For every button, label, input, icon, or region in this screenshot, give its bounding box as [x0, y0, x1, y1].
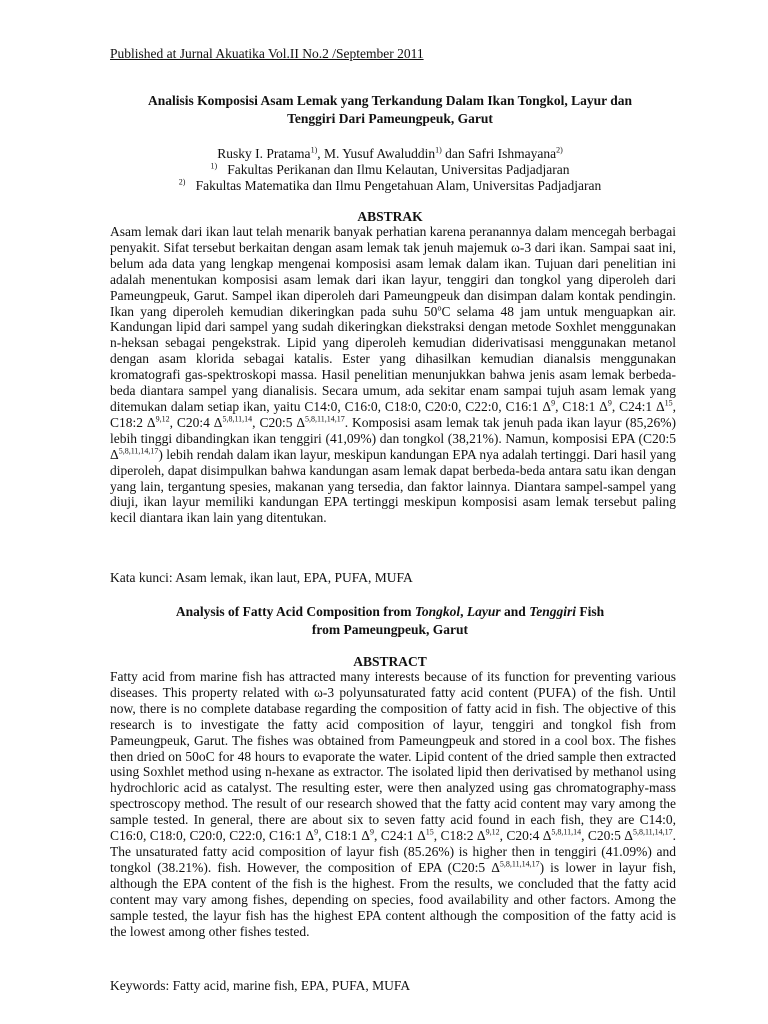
superscript: 9 [369, 827, 374, 837]
abstrak-text: , C18:2 Δ [110, 398, 677, 430]
superscript: 9,12 [485, 827, 500, 837]
affiliation-2 [110, 177, 670, 194]
title-text: , [460, 604, 467, 619]
abstract-text: . The unsaturated fatty acid composition of layur fish (85.26%) is higher then in tenggiri (41.09%) and tongkol (38.21%). fish. However, the composition of EPA (C20:5 Δ [110, 828, 677, 875]
title-text: and [500, 604, 530, 619]
abstract-heading: ABSTRACT [353, 654, 427, 669]
abstract-text: , C18:2 Δ [433, 828, 486, 844]
abstract-body [110, 669, 676, 939]
superscript: 5,8,11,14,17 [632, 827, 673, 837]
title-fish-name: Layur [466, 604, 501, 619]
affiliation-text: Fakultas Perikanan dan Ilmu Kelautan, Universitas Padjadjaran [227, 162, 570, 177]
abstract-text: ) is lower in layur fish, although the EPA content of the fish is the highest. From the results, we concluded that the fatty acid content may vary among fishes, depending on species, food availability and other factors. Among the sample tested, the layur fish has the highest EPA content although the composition of the fatty acid is the lowest among other fishes tested. [110, 859, 676, 939]
title-line-1: Analisis Komposisi Asam Lemak yang Terkandung Dalam Ikan Tongkol, Layur dan [147, 93, 633, 108]
affiliation-text: Fakultas Matematika dan Ilmu Pengetahuan Alam, Universitas Padjadjaran [195, 178, 602, 193]
superscript: 9 [551, 398, 556, 408]
publication-header: Published at Jurnal Akuatika Vol.II No.2 /September 2011 [110, 46, 424, 61]
superscript: 5,8,11,14,17 [499, 859, 540, 869]
author-list [110, 145, 670, 162]
abstract-text: , C20:4 Δ [499, 828, 552, 844]
abstrak-body [110, 224, 676, 526]
abstract-text: , C24:1 Δ [373, 828, 426, 844]
abstrak-heading: ABSTRAK [357, 209, 423, 224]
abstrak-text: . Komposisi asam lemak tak jenuh pada ikan layur (85,26%) lebih tinggi dibandingkan ikan tenggiri (41,09%) dan tongkol (38,21%). Namun, komposisi EPA (C20:5 Δ [110, 414, 677, 462]
affiliation-1 [110, 161, 670, 178]
abstrak-text: ) lebih rendah dalam ikan layur, meskipun kandungan EPA nya adalah tertinggi. Dari hasil yang diperoleh, dapat disimpulkan bahwa kandungan asam lemak dapat berbeda-beda antara satu ikan dengan yang lain, tergantung spesies, makanan yang tersedia, dan faktor lainnya. Diantara sampel-sampel yang diuji, ikan layur memiliki kandungan EPA tertinggi meskipun komposisi asam lemak tersebut paling kecil diantara ikan lain yang ditentukan. [110, 446, 676, 526]
superscript: 15 [425, 827, 434, 837]
author-affiliation-mark: 1) [310, 145, 318, 155]
superscript: 9 [607, 398, 612, 408]
superscript: 5,8,11,14 [222, 414, 253, 424]
author-name: Rusky I. Pratama [217, 146, 311, 161]
paper-title-indonesian [100, 92, 680, 128]
abstrak-text: , C18:1 Δ [555, 398, 608, 414]
title-text: Fish [575, 604, 605, 619]
kata-kunci: Kata kunci: Asam lemak, ikan laut, EPA, PUFA, MUFA [110, 570, 413, 585]
title-line-1 [100, 603, 680, 621]
abstrak-text: , C20:5 Δ [252, 414, 306, 430]
abstrak-text: , C20:4 Δ [169, 414, 223, 430]
superscript: 9,12 [155, 414, 170, 424]
superscript: 5,8,11,14,17 [305, 414, 345, 424]
title-line-2: from Pameungpeuk, Garut [311, 622, 469, 637]
abstract-text: , C18:1 Δ [318, 828, 370, 844]
abstract-text: Fatty acid from marine fish has attracted many interests because of its function for preventing various diseases. This property related with ω-3 polyunsaturated fatty acid content (PUFA) of the fish. Until now, there is no complete database regarding the composition of fatty acid in fish. The objective of this research is to investigate the fatty acid composition of layur, tenggiri and tongkol fish from Pameungpeuk, Garut. The fishes was obtained from Pameungpeuk and stored in a cool box. The fishes then dried on 50oC for 48 hours to evaporate the water. Lipid content of the dried sample then extracted using Soxhlet method using n-hexane as extractor. The isolated lipid then derivatised by methanol using hydrochloric acid as catalyst. The resulting ester, were then analyzed using gas chromatography-mass spectroscopy method. The result of our research showed that the fatty acid content may vary among the sample tested. In general, there are about six to seven fatty acid found in each fish, they are C14:0, C16:0, C18:0, C20:0, C22:0, C16:1 Δ [110, 669, 676, 844]
abstract-text: , C20:5 Δ [581, 828, 633, 844]
paper-title-english [100, 603, 680, 639]
title-fish-name: Tenggiri [529, 604, 576, 619]
superscript: 15 [664, 398, 673, 408]
author-name: dan Safri Ishmayana [441, 146, 557, 161]
author-name: , M. Yusuf Awaluddin [317, 146, 436, 161]
affiliation-mark: 2) [178, 177, 186, 187]
abstrak-text: , C24:1 Δ [611, 398, 665, 414]
abstrak-text: C selama 48 jam untuk menguapkan air. Kandungan lipid dari sampel yang sudah dikeringkan diekstraksi dengan metode Soxhlet menggunakan n-heksan sebagai pengekstrak. Lipid yang diperoleh kemudian diderivatisasi menggunakan metanol dengan asam klorida sebagai katalis. Ester yang dihasilkan kemudian dianalsis menggunakan kromatografi gas-spektroskopi massa. Hasil penelitian menunjukkan bahwa jenis asam lemak berbeda-beda diantara sampel yang dianalisis. Secara umum, ada sekitar enam sampai tujuh asam lemak yang ditemukan dalam setiap ikan, yaitu C14:0, C16:0, C18:0, C20:0, C22:0, C16:1 Δ [110, 303, 676, 414]
author-affiliation-mark: 1) [435, 145, 442, 155]
abstrak-text: Asam lemak dari ikan laut telah menarik banyak perhatian karena peranannya dalam mencegah berbagai penyakit. Sifat tersebut berkaitan dengan asam lemak tak jenuh majemuk ω-3 dari ikan. Sampai saat ini, belum ada data yang lengkap mengenai komposisi asam lemak dalam ikan. Tujuan dari penelitian ini adalah menentukan komposisi asam lemak dari ikan layur, tenggiri dan tongkol yang diperoleh dari Pameungpeuk, Garut. Sampel ikan diperoleh dari Pameungpeuk dan disimpan dalam kontak pendingin. Ikan yang diperoleh kemudian dikeringkan pada suhu 50 [110, 224, 676, 319]
keywords: Keywords: Fatty acid, marine fish, EPA, PUFA, MUFA [110, 978, 411, 993]
superscript: 5,8,11,14 [551, 827, 582, 837]
degree-mark: o [437, 303, 442, 313]
title-fish-name: Tongkol [414, 604, 461, 619]
title-line-2: Tenggiri Dari Pameungpeuk, Garut [287, 111, 493, 126]
affiliation-mark: 1) [210, 161, 218, 171]
superscript: 5,8,11,14,17 [118, 446, 159, 456]
superscript: 9 [314, 827, 319, 837]
title-text: Analysis of Fatty Acid Composition from [175, 604, 415, 619]
author-affiliation-mark: 2) [556, 145, 563, 155]
